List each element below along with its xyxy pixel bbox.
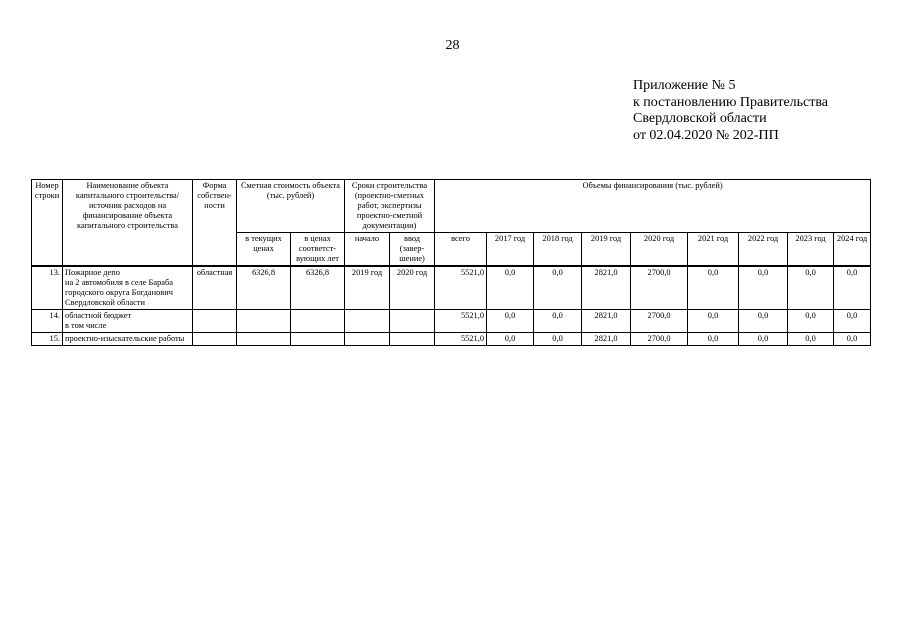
header-ownership: Форма собствен-ности [193,180,237,267]
cell-ownership [193,333,237,346]
header-year-prices: в ценах соответст-вующих лет [291,233,345,267]
cell-value: 0,0 [788,266,834,310]
cell-value: 0,0 [487,333,534,346]
cell-current-prices: 6326,8 [237,266,291,310]
header-estimated-cost: Сметная стоимость объекта (тыс. рублей) [237,180,345,233]
cell-ownership: областная [193,266,237,310]
cell-value: 0,0 [688,310,739,333]
cell-num: 14. [32,310,63,333]
header-year: 2022 год [739,233,788,267]
cell-ownership [193,310,237,333]
cell-value: 0,0 [534,333,582,346]
header-start: начало [345,233,390,267]
header-funding: Объемы финансирования (тыс. рублей) [435,180,871,233]
cell-value: 2821,0 [582,266,631,310]
cell-start [345,333,390,346]
cell-value: 0,0 [739,333,788,346]
header-commissioning: ввод (завер-шение) [390,233,435,267]
header-current-prices: в текущих ценах [237,233,291,267]
cell-value: 0,0 [487,266,534,310]
appendix-line-4: от 02.04.2020 № 202-ПП [633,127,779,143]
cell-value: 0,0 [487,310,534,333]
header-object-name: Наименование объекта капитального строительства/ источник расходов на финансирование объекта капитального строительства [63,180,193,267]
cell-year-prices [291,333,345,346]
cell-value: 2700,0 [631,333,688,346]
cell-value: 0,0 [534,266,582,310]
appendix-line-3: Свердловской области [633,111,767,126]
table-row [32,333,871,346]
header-year: 2024 год [834,233,871,267]
cell-value: 2700,0 [631,310,688,333]
cell-current-prices [237,333,291,346]
cell-total: 5521,0 [435,310,487,333]
header-year: 2021 год [688,233,739,267]
cell-year-prices [291,310,345,333]
header-construction-period: Сроки строительства (проектно-сметных работ, экспертизы проектно-сметной документации) [345,180,435,233]
cell-value: 0,0 [688,266,739,310]
cell-num: 15. [32,333,63,346]
header-year: 2023 год [788,233,834,267]
cell-value: 2821,0 [582,310,631,333]
cell-value: 2821,0 [582,333,631,346]
cell-value: 0,0 [834,310,871,333]
cell-num: 13. [32,266,63,310]
cell-value: 0,0 [688,333,739,346]
cell-commissioning [390,333,435,346]
cell-value: 0,0 [834,333,871,346]
funding-table [31,179,871,346]
cell-year-prices: 6326,8 [291,266,345,310]
cell-total: 5521,0 [435,333,487,346]
cell-value: 0,0 [834,266,871,310]
cell-start: 2019 год [345,266,390,310]
cell-value: 0,0 [739,310,788,333]
header-total: всего [435,233,487,267]
cell-name: проектно-изыскательские работы [63,333,193,346]
cell-start [345,310,390,333]
appendix-line-2: к постановлению Правительства [633,94,829,110]
cell-value: 0,0 [788,333,834,346]
cell-value: 0,0 [788,310,834,333]
table-row [32,310,871,333]
appendix-line-1: Приложение № 5 [633,78,736,93]
page-number: 28 [445,38,460,53]
header-row-number: Номер строки [32,180,63,267]
cell-commissioning: 2020 год [390,266,435,310]
appendix-header [633,78,828,144]
table-row [32,266,871,310]
header-year: 2020 год [631,233,688,267]
cell-current-prices [237,310,291,333]
cell-name: областной бюджет в том числе [63,310,193,333]
cell-value: 2700,0 [631,266,688,310]
header-year: 2017 год [487,233,534,267]
cell-value: 0,0 [739,266,788,310]
cell-commissioning [390,310,435,333]
cell-value: 0,0 [534,310,582,333]
header-year: 2018 год [534,233,582,267]
cell-name: Пожарное депо на 2 автомобиля в селе Бараба городского округа Богданович Свердловской области [63,266,193,310]
cell-total: 5521,0 [435,266,487,310]
header-year: 2019 год [582,233,631,267]
